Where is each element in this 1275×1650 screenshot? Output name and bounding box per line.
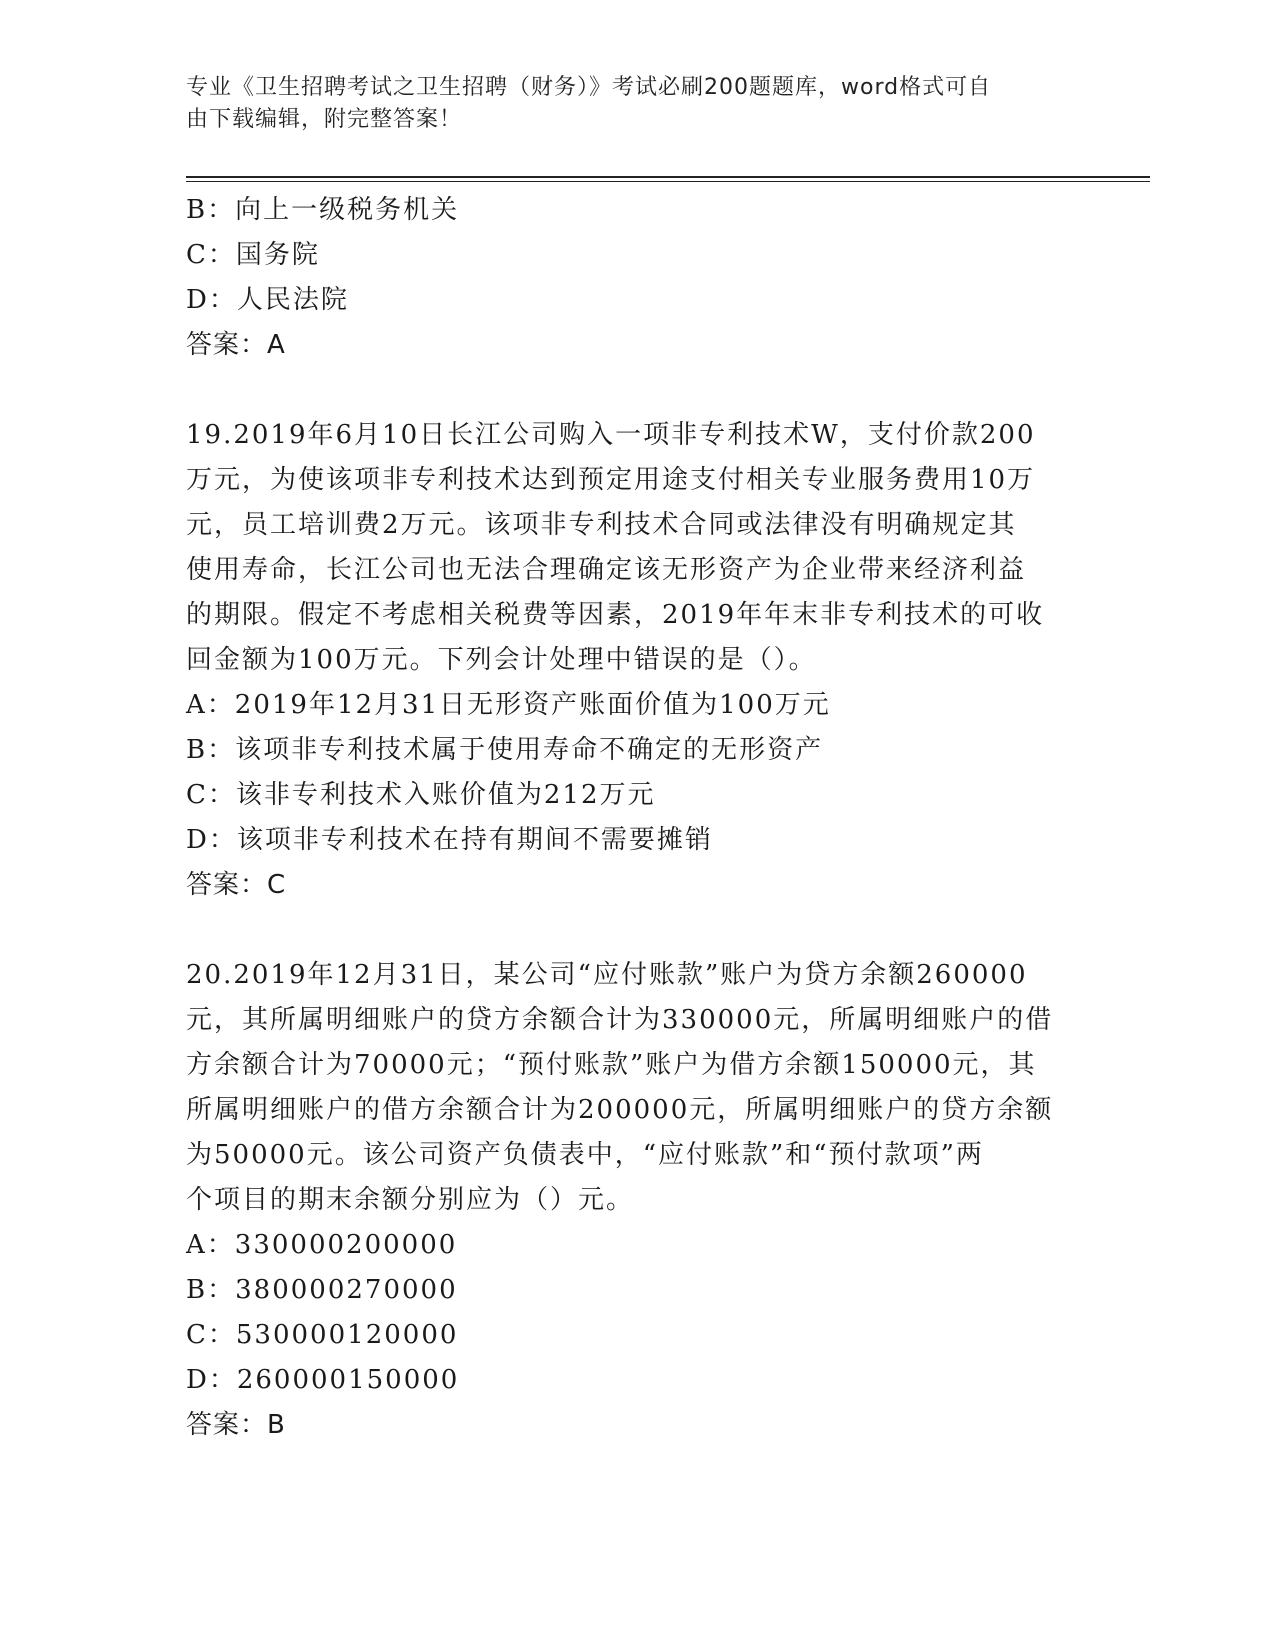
q20-answer: 答案：B [186, 1410, 286, 1440]
q20-option-a: A：330000200000 [186, 1230, 458, 1260]
q19-text-line-1: 19.2019年6月10日长江公司购入一项非专利技术W，支付价款200 [186, 420, 1036, 450]
prev-option-d: D：人民法院 [186, 285, 349, 315]
q20-option-b: B：380000270000 [186, 1275, 458, 1305]
q19-text-line-3: 元，员工培训费2万元。该项非专利技术合同或法律没有明确规定其 [186, 510, 1017, 540]
q20-text-line-3: 方余额合计为70000元；“预付账款”账户为借方余额150000元，其 [186, 1050, 1037, 1080]
q19-text-line-5: 的期限。假定不考虑相关税费等因素，2019年年末非专利技术的可收 [186, 600, 1045, 630]
header-divider-thin [186, 181, 1150, 182]
q20-text-line-1: 20.2019年12月31日，某公司“应付账款”账户为贷方余额260000 [186, 960, 1028, 990]
prev-option-c: C：国务院 [186, 240, 320, 270]
q20-text-line-6: 个项目的期末余额分别应为（）元。 [186, 1185, 635, 1215]
prev-question-block [186, 188, 1086, 368]
q20-option-d: D：260000150000 [186, 1365, 460, 1395]
q19-text-line-2: 万元，为使该项非专利技术达到预定用途支付相关专业服务费用10万 [186, 465, 1036, 495]
prev-answer: 答案：A [186, 330, 286, 360]
document-header [186, 72, 1066, 136]
document-body [186, 188, 1086, 1448]
q19-option-a: A：2019年12月31日无形资产账面价值为100万元 [186, 690, 831, 720]
spacer [186, 368, 1086, 413]
q19-text-line-4: 使用寿命，长江公司也无法合理确定该无形资产为企业带来经济利益 [186, 555, 1027, 585]
prev-option-b: B：向上一级税务机关 [186, 195, 460, 225]
q19-option-c: C：该非专利技术入账价值为212万元 [186, 780, 656, 810]
q20-option-c: C：530000120000 [186, 1320, 459, 1350]
spacer [186, 908, 1086, 953]
q19-text-line-6: 回金额为100万元。下列会计处理中错误的是（）。 [186, 645, 817, 675]
q20-text-line-5: 为50000元。该公司资产负债表中，“应付账款”和“预付款项”两 [186, 1140, 984, 1170]
q20-text-line-4: 所属明细账户的借方余额合计为200000元，所属明细账户的贷方余额 [186, 1095, 1054, 1125]
q19-option-b: B：该项非专利技术属于使用寿命不确定的无形资产 [186, 735, 824, 765]
q20-text-line-2: 元，其所属明细账户的贷方余额合计为330000元，所属明细账户的借 [186, 1005, 1054, 1035]
q19-answer: 答案：C [186, 870, 287, 900]
header-line-2: 由下载编辑，附完整答案！ [186, 107, 463, 132]
question-19 [186, 413, 1086, 908]
question-20 [186, 953, 1086, 1448]
q19-option-d: D：该项非专利技术在持有期间不需要摊销 [186, 825, 713, 855]
header-divider-thick [186, 176, 1150, 178]
header-line-1: 专业《卫生招聘考试之卫生招聘（财务）》考试必刷200题题库，word格式可自 [186, 75, 992, 100]
